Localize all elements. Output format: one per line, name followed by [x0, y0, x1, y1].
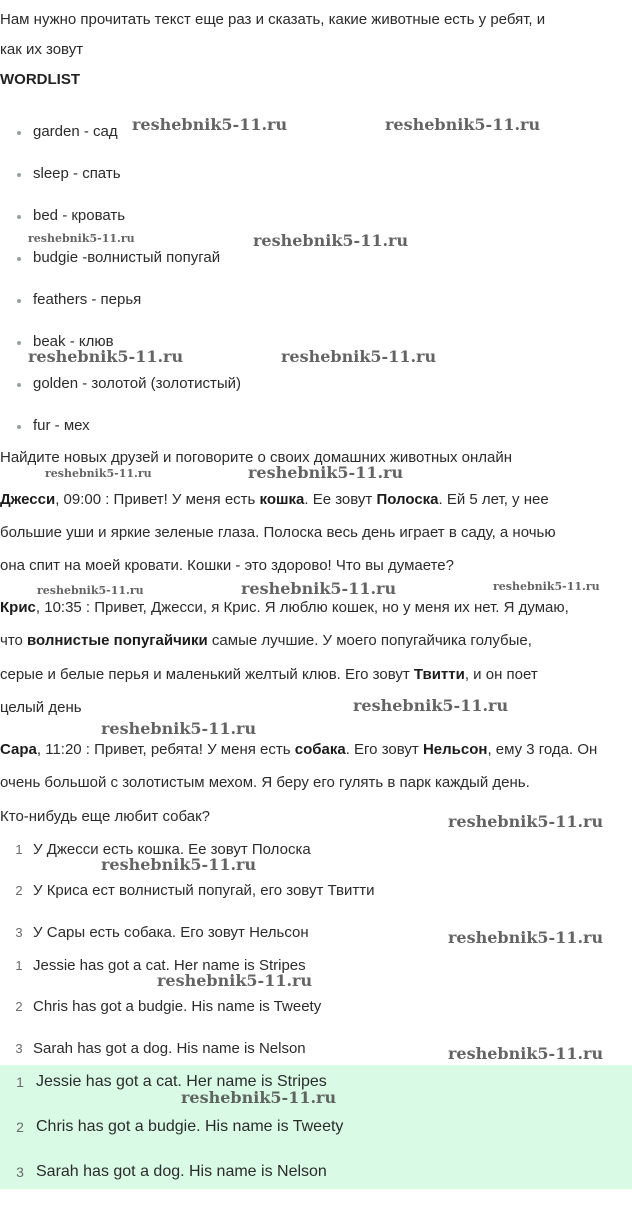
post-line: целый день: [0, 699, 82, 716]
watermark: reshebnik5-11.ru: [45, 467, 152, 480]
watermark: reshebnik5-11.ru: [181, 1088, 337, 1107]
answer-item: У Криса ест волнистый попугай, его зовут Твитти: [33, 882, 375, 899]
watermark: reshebnik5-11.ru: [28, 347, 184, 366]
item-number: 1: [15, 958, 23, 973]
post-line: она спит на моей кровати. Кошки - это здорово! Что вы думаете?: [0, 557, 454, 574]
answer-item: Chris has got a budgie. His name is Tweety: [33, 998, 322, 1015]
post-text: , и он поет: [464, 666, 538, 683]
post-line: [0, 490, 549, 510]
item-number: 2: [16, 1119, 24, 1135]
list-item: beak - клюв: [33, 333, 114, 350]
watermark: reshebnik5-11.ru: [385, 115, 541, 134]
author-name: Джесси: [0, 491, 56, 508]
watermark: reshebnik5-11.ru: [37, 584, 144, 597]
pet-type: собака: [294, 741, 346, 758]
post-line: Кто-нибудь еще любит собак?: [0, 808, 210, 825]
intro-line-2: как их зовут: [0, 41, 84, 58]
highlighted-answer-block: [0, 1065, 632, 1189]
bullet-icon: [17, 131, 21, 135]
post-line: [0, 598, 569, 618]
watermark: reshebnik5-11.ru: [132, 115, 288, 134]
bullet-icon: [17, 173, 21, 177]
watermark: reshebnik5-11.ru: [448, 928, 604, 947]
list-item: budgie -волнистый попугай: [33, 249, 221, 266]
watermark: reshebnik5-11.ru: [157, 971, 313, 990]
post-text: , 11:20 : Привет, ребята! У меня есть: [36, 741, 295, 758]
item-number: 1: [15, 842, 23, 857]
pet-name: Нельсон: [422, 741, 488, 758]
watermark: reshebnik5-11.ru: [448, 1044, 604, 1063]
answer-item: Jessie has got a cat. Her name is Stripes: [36, 1073, 327, 1090]
wordlist-heading: WORDLIST: [0, 71, 80, 88]
post-line: очень большой с золотистым мехом. Я беру его гулять в парк каждый день.: [0, 774, 530, 791]
item-number: 2: [15, 999, 23, 1014]
watermark: reshebnik5-11.ru: [101, 855, 257, 874]
list-item: garden - сад: [33, 123, 118, 140]
bullet-icon: [17, 383, 21, 387]
watermark: reshebnik5-11.ru: [28, 232, 135, 245]
post-text: , ему 3 года. Он: [487, 741, 598, 758]
item-number: 3: [16, 1164, 24, 1180]
watermark: reshebnik5-11.ru: [353, 696, 509, 715]
answer-item: У Сары есть собака. Его зовут Нельсон: [33, 924, 309, 941]
watermark: reshebnik5-11.ru: [253, 231, 409, 250]
post-text: что: [0, 632, 28, 649]
bullet-icon: [17, 425, 21, 429]
watermark: reshebnik5-11.ru: [493, 580, 600, 593]
pet-name: Твитти: [413, 666, 465, 683]
pet-name: Полоска: [376, 491, 439, 508]
watermark: reshebnik5-11.ru: [248, 463, 404, 482]
intro-line-1: Нам нужно прочитать текст еще раз и сказать, какие животные есть у ребят, и: [0, 11, 546, 28]
bullet-icon: [17, 257, 21, 261]
pet-type: волнистые попугайчики: [27, 632, 208, 649]
watermark: reshebnik5-11.ru: [448, 812, 604, 831]
pet-type: кошка: [259, 491, 305, 508]
post-text: , 10:35 : Привет, Джесси, я Крис. Я люблю кошек, но у меня их нет. Я думаю,: [35, 599, 569, 616]
bullet-icon: [17, 341, 21, 345]
author-name: Сара: [0, 741, 37, 758]
bullet-icon: [17, 215, 21, 219]
list-item: golden - золотой (золотистый): [33, 375, 242, 392]
item-number: 2: [15, 883, 23, 898]
item-number: 3: [15, 1041, 23, 1056]
author-name: Крис: [0, 599, 36, 616]
post-line: [0, 631, 532, 651]
task-text: Найдите новых друзей и поговорите о своих домашних животных онлайн: [0, 449, 513, 466]
watermark: reshebnik5-11.ru: [101, 719, 257, 738]
post-text: серые и белые перья и маленький желтый клюв. Его зовут: [0, 666, 414, 683]
post-line: [0, 665, 538, 685]
post-text: . Ей 5 лет, у нее: [438, 491, 549, 508]
post-text: . Ее зовут: [304, 491, 377, 508]
answer-item: Chris has got a budgie. His name is Tweety: [36, 1118, 344, 1135]
item-number: 1: [16, 1074, 24, 1090]
post-line: [0, 740, 597, 760]
list-item: bed - кровать: [33, 207, 126, 224]
answer-item: У Джесси есть кошка. Ее зовут Полоска: [33, 841, 311, 858]
list-item: fur - мех: [33, 417, 90, 434]
list-item: sleep - спать: [33, 165, 121, 182]
bullet-icon: [17, 299, 21, 303]
list-item: feathers - перья: [33, 291, 142, 308]
post-text: , 09:00 : Привет! У меня есть: [55, 491, 260, 508]
post-text: . Его зовут: [345, 741, 423, 758]
answer-item: Jessie has got a cat. Her name is Stripes: [33, 957, 306, 974]
post-text: самые лучшие. У моего попугайчика голубые,: [207, 632, 532, 649]
watermark: reshebnik5-11.ru: [241, 579, 397, 598]
post-line: большие уши и яркие зеленые глаза. Полоска весь день играет в саду, а ночью: [0, 524, 556, 541]
answer-item: Sarah has got a dog. His name is Nelson: [36, 1163, 327, 1180]
item-number: 3: [15, 925, 23, 940]
watermark: reshebnik5-11.ru: [281, 347, 437, 366]
answer-item: Sarah has got a dog. His name is Nelson: [33, 1040, 306, 1057]
